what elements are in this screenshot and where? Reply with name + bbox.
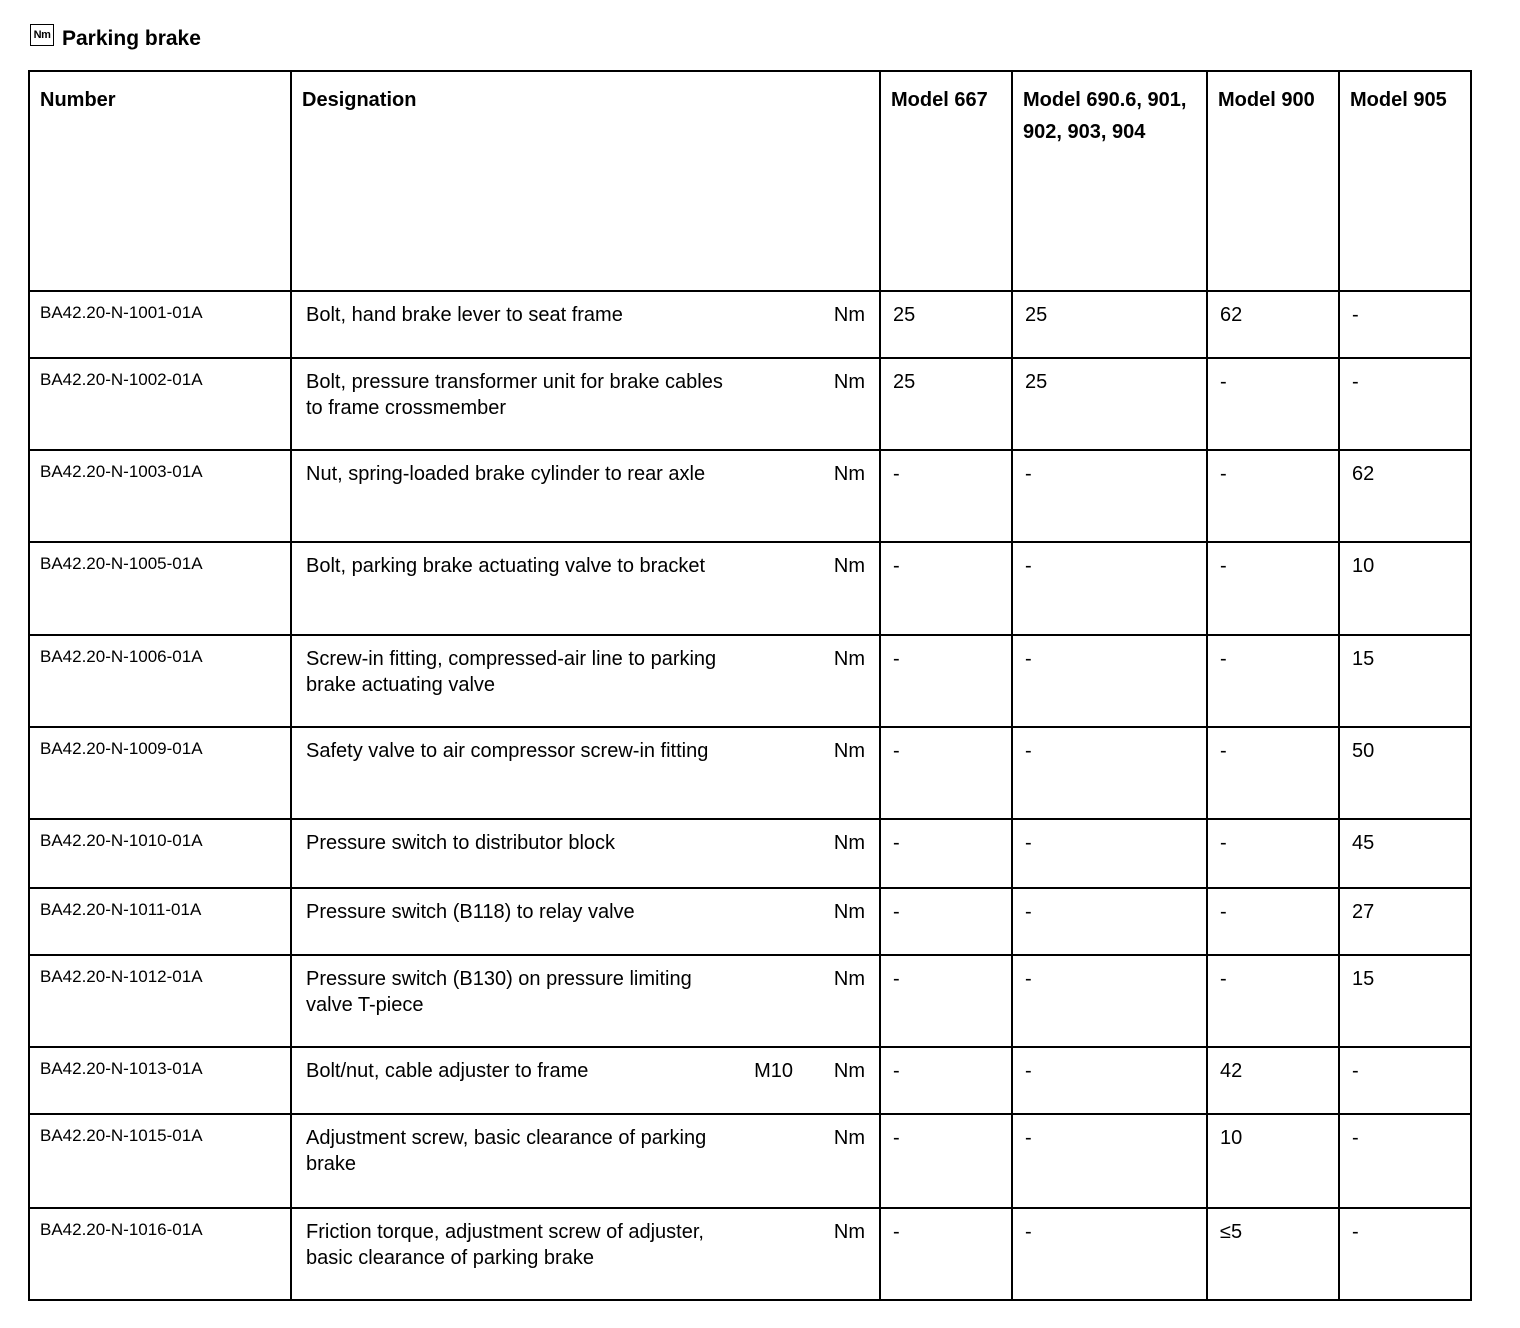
cell-designation [291, 542, 880, 635]
cell-model-667: - [880, 955, 1012, 1047]
table-row [29, 727, 1471, 819]
header-model-690: Model 690.6, 901, 902, 903, 904 [1012, 71, 1207, 291]
unit-label: Nm [833, 1221, 865, 1243]
table-row [29, 542, 1471, 635]
cell-model-667: - [880, 635, 1012, 727]
header-model-667: Model 667 [880, 71, 1012, 291]
designation-text: Bolt, pressure transformer unit for brake cables to frame crossmember [306, 371, 723, 419]
header-model-905: Model 905 [1339, 71, 1471, 291]
table-row [29, 450, 1471, 542]
cell-number: BA42.20-N-1012-01A [29, 955, 291, 1047]
cell-designation [291, 727, 880, 819]
table-row [29, 1114, 1471, 1208]
cell-model-905: 27 [1339, 888, 1471, 955]
cell-number: BA42.20-N-1015-01A [29, 1114, 291, 1208]
cell-model-667: 25 [880, 291, 1012, 358]
cell-number: BA42.20-N-1006-01A [29, 635, 291, 727]
cell-model-690: - [1012, 1208, 1207, 1300]
designation-text: Bolt, parking brake actuating valve to bracket [306, 555, 706, 577]
cell-model-905: 62 [1339, 450, 1471, 542]
page-title: Parking brake [62, 27, 201, 50]
designation-text: Bolt, hand brake lever to seat frame [306, 304, 623, 326]
torque-nm-icon: Nm [30, 24, 54, 46]
cell-designation [291, 358, 880, 450]
unit-label: Nm [833, 371, 865, 393]
cell-model-900: - [1207, 888, 1339, 955]
table-row [29, 955, 1471, 1047]
designation-text: Adjustment screw, basic clearance of parking brake [306, 1127, 707, 1175]
cell-model-905: - [1339, 291, 1471, 358]
designation-text: Bolt/nut, cable adjuster to frame [306, 1060, 589, 1082]
unit-label: Nm [833, 832, 865, 854]
cell-number: BA42.20-N-1013-01A [29, 1047, 291, 1114]
cell-designation [291, 955, 880, 1047]
cell-designation [291, 819, 880, 888]
cell-model-905: - [1339, 358, 1471, 450]
unit-label: Nm [833, 1127, 865, 1149]
cell-model-690: - [1012, 955, 1207, 1047]
cell-number: BA42.20-N-1011-01A [29, 888, 291, 955]
table-row [29, 635, 1471, 727]
cell-designation [291, 291, 880, 358]
cell-model-690: - [1012, 635, 1207, 727]
cell-model-667: - [880, 1114, 1012, 1208]
cell-model-667: 25 [880, 358, 1012, 450]
cell-model-667: - [880, 727, 1012, 819]
cell-number: BA42.20-N-1003-01A [29, 450, 291, 542]
unit-label: Nm [833, 1060, 865, 1082]
cell-number: BA42.20-N-1005-01A [29, 542, 291, 635]
cell-model-900: - [1207, 358, 1339, 450]
cell-model-667: - [880, 819, 1012, 888]
table-row [29, 291, 1471, 358]
cell-model-905: - [1339, 1208, 1471, 1300]
unit-label: Nm [833, 463, 865, 485]
cell-designation [291, 1208, 880, 1300]
cell-model-905: 10 [1339, 542, 1471, 635]
cell-designation [291, 635, 880, 727]
cell-model-900: 10 [1207, 1114, 1339, 1208]
cell-model-690: - [1012, 727, 1207, 819]
header-number: Number [29, 71, 291, 291]
cell-number: BA42.20-N-1010-01A [29, 819, 291, 888]
cell-designation [291, 1047, 880, 1114]
unit-label: Nm [833, 304, 865, 326]
table-row [29, 358, 1471, 450]
cell-model-900: - [1207, 955, 1339, 1047]
cell-model-905: 15 [1339, 955, 1471, 1047]
table-row [29, 1208, 1471, 1300]
cell-model-667: - [880, 542, 1012, 635]
designation-text: Safety valve to air compressor screw-in fitting [306, 740, 709, 762]
header-designation: Designation [291, 71, 880, 291]
cell-model-690: 25 [1012, 291, 1207, 358]
page-heading [30, 24, 201, 54]
cell-model-900: ≤5 [1207, 1208, 1339, 1300]
designation-text: Pressure switch (B118) to relay valve [306, 901, 635, 923]
cell-model-690: - [1012, 450, 1207, 542]
designation-text: Nut, spring-loaded brake cylinder to rear axle [306, 463, 706, 485]
table-row [29, 1047, 1471, 1114]
unit-label: Nm [833, 740, 865, 762]
cell-number: BA42.20-N-1002-01A [29, 358, 291, 450]
table-header-row [29, 71, 1471, 291]
torque-table [28, 70, 1472, 1301]
cell-model-900: - [1207, 727, 1339, 819]
cell-model-667: - [880, 1208, 1012, 1300]
cell-model-690: - [1012, 1114, 1207, 1208]
unit-label: Nm [833, 968, 865, 990]
cell-designation [291, 1114, 880, 1208]
cell-number: BA42.20-N-1016-01A [29, 1208, 291, 1300]
cell-number: BA42.20-N-1001-01A [29, 291, 291, 358]
cell-model-905: - [1339, 1047, 1471, 1114]
header-model-900: Model 900 [1207, 71, 1339, 291]
table-row [29, 819, 1471, 888]
cell-model-900: - [1207, 635, 1339, 727]
cell-model-667: - [880, 1047, 1012, 1114]
cell-model-905: 45 [1339, 819, 1471, 888]
cell-model-690: - [1012, 819, 1207, 888]
cell-model-690: - [1012, 1047, 1207, 1114]
table-row [29, 888, 1471, 955]
unit-label: Nm [833, 555, 865, 577]
cell-model-905: 50 [1339, 727, 1471, 819]
designation-text: Screw-in fitting, compressed-air line to parking brake actuating valve [306, 648, 717, 696]
unit-label: Nm [833, 901, 865, 923]
unit-label: Nm [833, 648, 865, 670]
cell-model-900: 42 [1207, 1047, 1339, 1114]
cell-model-667: - [880, 450, 1012, 542]
cell-designation [291, 888, 880, 955]
cell-model-667: - [880, 888, 1012, 955]
cell-model-690: - [1012, 888, 1207, 955]
cell-model-905: - [1339, 1114, 1471, 1208]
cell-model-900: - [1207, 819, 1339, 888]
cell-model-690: - [1012, 542, 1207, 635]
cell-designation [291, 450, 880, 542]
designation-text: Pressure switch to distributor block [306, 832, 616, 854]
cell-model-900: 62 [1207, 291, 1339, 358]
designation-text: Friction torque, adjustment screw of adjuster, basic clearance of parking brake [306, 1221, 704, 1269]
cell-number: BA42.20-N-1009-01A [29, 727, 291, 819]
designation-text: Pressure switch (B130) on pressure limiting valve T-piece [306, 968, 692, 1016]
cell-model-900: - [1207, 542, 1339, 635]
thread-size: M10 [754, 1060, 793, 1082]
cell-model-905: 15 [1339, 635, 1471, 727]
cell-model-690: 25 [1012, 358, 1207, 450]
cell-model-900: - [1207, 450, 1339, 542]
